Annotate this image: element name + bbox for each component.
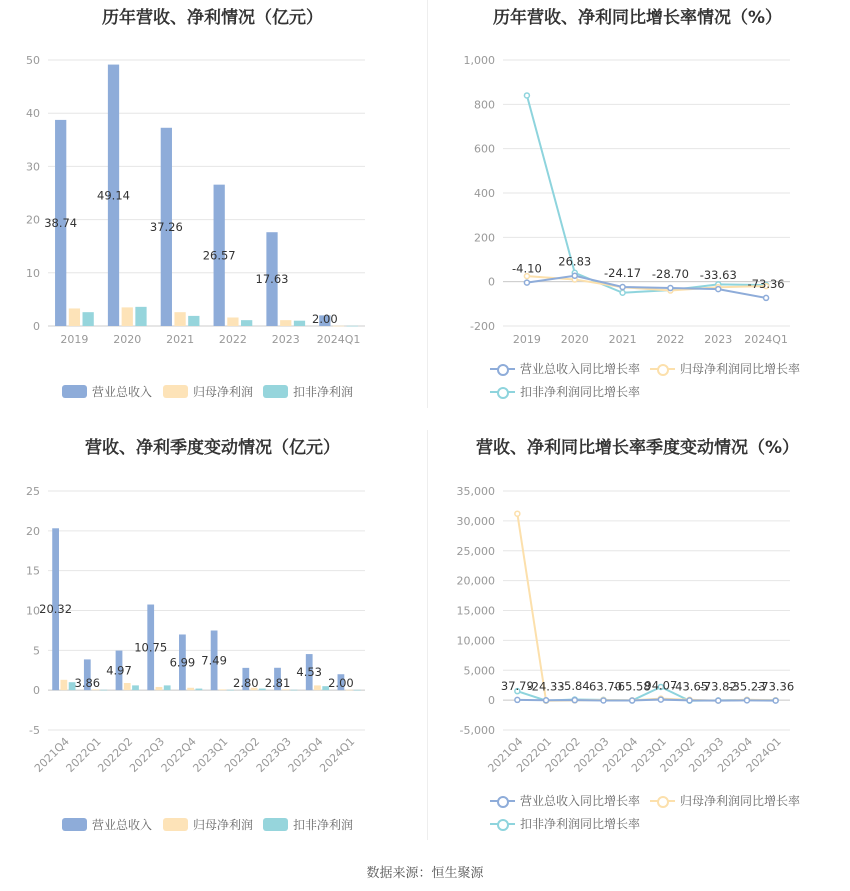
legend-swatch xyxy=(490,362,515,376)
chart-title: 营收、净利同比增长率季度变动情况（%） xyxy=(475,438,800,458)
bar xyxy=(354,690,361,691)
bar xyxy=(219,689,226,690)
legend-item-net-profit[interactable] xyxy=(163,816,253,833)
x-tick-label: 2022Q2 xyxy=(95,734,136,775)
legend-label: 营业总收入同比增长率 xyxy=(520,362,641,376)
data-label: 17.63 xyxy=(255,272,289,287)
quarterly-bar-chart xyxy=(0,425,425,855)
legend-label: 扣非净利润同比增长率 xyxy=(520,817,641,831)
x-tick-label: 2021 xyxy=(608,333,637,346)
data-label: 2.00 xyxy=(312,312,338,326)
y-tick-label: 200 xyxy=(474,231,495,245)
data-point xyxy=(515,511,520,516)
legend-label: 扣非净利润同比增长率 xyxy=(520,385,641,399)
data-label: 6.99 xyxy=(169,655,196,670)
bar xyxy=(122,307,133,326)
x-tick-label: 2023 xyxy=(704,333,733,346)
y-tick-label: 5 xyxy=(33,644,40,658)
x-tick-label: 2020 xyxy=(560,333,589,346)
bar xyxy=(100,690,107,691)
legend-swatch xyxy=(490,817,515,831)
y-tick-label: 0 xyxy=(33,684,40,698)
data-point xyxy=(601,698,606,703)
bar xyxy=(124,683,131,690)
y-tick-label: 30,000 xyxy=(456,514,495,528)
y-tick-label: 10 xyxy=(26,604,40,618)
legend-item-deducted-profit[interactable] xyxy=(263,816,353,833)
data-label: -43.65 xyxy=(671,679,709,694)
data-label: -5.84 xyxy=(559,679,590,694)
data-label: -73.36 xyxy=(747,276,785,291)
data-point xyxy=(716,698,721,703)
legend-item-revenue-growth[interactable] xyxy=(490,792,640,809)
data-point xyxy=(544,698,549,703)
bar xyxy=(347,326,358,327)
x-tick-label: 2023Q1 xyxy=(628,734,669,775)
y-tick-label: 35,000 xyxy=(456,485,495,498)
data-label: 26.83 xyxy=(558,254,592,269)
x-tick-label: 2021Q4 xyxy=(485,734,526,775)
legend-swatch xyxy=(650,362,675,376)
data-point xyxy=(744,698,749,703)
data-label: -28.70 xyxy=(651,267,689,282)
data-label: 37.79 xyxy=(500,678,534,693)
y-tick-label: 20 xyxy=(26,524,40,538)
x-tick-label: 2020 xyxy=(113,333,142,346)
data-label: 4.97 xyxy=(106,663,132,678)
x-tick-label: 2023Q4 xyxy=(715,734,756,775)
bar xyxy=(188,316,199,326)
data-point xyxy=(773,698,778,703)
bar xyxy=(294,321,305,326)
bar xyxy=(156,687,163,690)
bar xyxy=(291,690,298,691)
data-point xyxy=(572,273,577,278)
data-label: -4.10 xyxy=(512,261,542,276)
data-label: 26.57 xyxy=(202,248,236,263)
bar xyxy=(60,680,67,690)
legend-label: 归母净利润同比增长率 xyxy=(680,362,801,376)
data-label: 4.53 xyxy=(296,665,323,680)
y-tick-label: 0 xyxy=(488,275,495,289)
x-tick-label: 2023Q4 xyxy=(285,734,326,775)
y-tick-label: 50 xyxy=(26,54,40,67)
y-tick-label: 15 xyxy=(26,564,40,578)
series-line xyxy=(517,700,775,701)
y-tick-label: 25 xyxy=(26,485,40,498)
data-point xyxy=(524,280,529,285)
quarterly-growth-chart xyxy=(425,425,850,855)
data-label: 2.00 xyxy=(328,676,354,691)
bar xyxy=(164,685,171,690)
data-label: -35.23 xyxy=(728,679,766,694)
x-tick-label: 2019 xyxy=(60,333,89,346)
data-label: 38.74 xyxy=(44,215,78,230)
data-label: -73.36 xyxy=(757,679,795,694)
data-label: 49.14 xyxy=(97,188,130,203)
y-tick-label: 30 xyxy=(26,160,40,174)
data-point xyxy=(620,290,625,295)
data-point xyxy=(524,93,529,98)
x-tick-label: 2024Q1 xyxy=(317,734,358,775)
x-tick-label: 2022Q3 xyxy=(571,734,612,775)
legend-item-deducted-growth[interactable] xyxy=(490,815,640,832)
legend-item-net-profit-growth[interactable] xyxy=(650,792,800,809)
y-tick-label: 20,000 xyxy=(456,574,495,588)
x-tick-label: 2024Q1 xyxy=(316,333,361,346)
y-tick-label: -5,000 xyxy=(459,724,495,737)
legend-swatch xyxy=(650,794,675,808)
divider xyxy=(427,0,428,408)
chart-title: 历年营收、净利同比增长率情况（%） xyxy=(492,8,783,28)
y-tick-label: 0 xyxy=(488,694,495,708)
data-point xyxy=(658,697,663,702)
bar xyxy=(174,312,185,326)
y-tick-label: 25,000 xyxy=(456,544,495,558)
legend-item-revenue[interactable] xyxy=(62,816,152,833)
y-tick-label: 10,000 xyxy=(456,634,495,648)
data-label: -24.33 xyxy=(527,679,565,694)
panel-annual-revenue xyxy=(0,0,425,410)
data-point xyxy=(668,286,673,291)
data-point xyxy=(716,287,721,292)
y-tick-label: 400 xyxy=(474,187,495,200)
data-point xyxy=(515,697,520,702)
legend-label: 营业总收入同比增长率 xyxy=(520,794,641,808)
y-tick-label: 5,000 xyxy=(463,664,495,678)
bar xyxy=(69,308,80,326)
y-tick-label: -200 xyxy=(470,320,495,333)
x-tick-label: 2023Q1 xyxy=(190,734,231,775)
bar xyxy=(187,688,194,690)
y-tick-label: 15,000 xyxy=(456,604,495,618)
x-tick-label: 2022 xyxy=(218,333,247,346)
bar xyxy=(196,689,203,691)
x-tick-label: 2024Q1 xyxy=(744,333,788,346)
bar xyxy=(314,685,321,690)
legend-item-revenue[interactable] xyxy=(62,383,152,400)
y-tick-label: 20 xyxy=(26,213,40,227)
x-tick-label: 2022Q2 xyxy=(542,734,583,775)
data-label: 10.75 xyxy=(134,640,168,655)
panel-quarterly-growth xyxy=(425,425,850,855)
chart-title: 历年营收、净利情况（亿元） xyxy=(102,8,323,28)
chart-title: 营收、净利季度变动情况（亿元） xyxy=(85,438,340,458)
legend-label: 归母净利润同比增长率 xyxy=(680,794,801,808)
legend-swatch xyxy=(490,794,515,808)
legend-swatch xyxy=(163,818,188,831)
legend-swatch xyxy=(62,818,87,831)
legend-item-deducted-growth[interactable] xyxy=(490,383,640,400)
legend-label: 扣非净利润 xyxy=(293,818,354,832)
x-tick-label: 2022Q1 xyxy=(514,734,555,775)
x-tick-label: 2021Q4 xyxy=(31,734,72,775)
data-label: -33.63 xyxy=(699,268,737,283)
data-source: 数据来源：恒生聚源 xyxy=(366,866,484,881)
y-tick-label: 0 xyxy=(33,320,40,333)
bar xyxy=(227,317,238,326)
legend-swatch xyxy=(263,818,288,831)
legend-swatch xyxy=(490,385,515,399)
legend-label: 营业总收入 xyxy=(92,818,153,832)
data-point xyxy=(572,698,577,703)
panel-annual-growth xyxy=(425,0,850,410)
data-label: -63.70 xyxy=(584,679,622,694)
data-label: 94.07 xyxy=(644,678,678,693)
data-point xyxy=(630,698,635,703)
x-tick-label: 2023Q2 xyxy=(657,734,698,775)
y-tick-label: 40 xyxy=(26,107,40,121)
data-label: -65.58 xyxy=(613,679,651,694)
data-label: 2.80 xyxy=(233,676,259,691)
panel-quarterly-revenue xyxy=(0,425,425,855)
data-label: -24.17 xyxy=(604,266,642,281)
annual-growth-chart xyxy=(425,0,850,410)
legend-swatch xyxy=(62,385,87,398)
x-tick-label: 2022Q1 xyxy=(63,734,104,775)
y-tick-label: 1,000 xyxy=(463,54,495,67)
x-tick-label: 2019 xyxy=(512,333,541,346)
legend-label: 归母净利润 xyxy=(193,818,254,832)
legend-label: 营业总收入 xyxy=(92,385,153,399)
legend-swatch xyxy=(163,385,188,398)
x-tick-label: 2022Q4 xyxy=(600,734,641,775)
y-tick-label: 600 xyxy=(474,142,495,156)
data-point xyxy=(620,285,625,290)
x-tick-label: 2023Q3 xyxy=(686,734,727,775)
x-tick-label: 2022 xyxy=(656,333,685,346)
legend-swatch xyxy=(263,385,288,398)
annual-bar-chart xyxy=(0,0,425,410)
x-tick-label: 2024Q1 xyxy=(743,734,784,775)
data-label: -73.82 xyxy=(699,679,737,694)
bar xyxy=(280,320,291,326)
legend-item-net-profit[interactable] xyxy=(163,383,253,400)
legend-label: 归母净利润 xyxy=(193,385,254,399)
y-tick-label: 10 xyxy=(26,266,40,280)
x-tick-label: 2023Q2 xyxy=(222,734,263,775)
legend-item-net-profit-growth[interactable] xyxy=(650,360,800,377)
data-label: 20.32 xyxy=(39,602,73,617)
data-point xyxy=(764,295,769,300)
legend-item-revenue-growth[interactable] xyxy=(490,360,640,377)
y-tick-label: -5 xyxy=(29,724,40,737)
x-tick-label: 2023 xyxy=(271,333,300,346)
data-label: 7.49 xyxy=(201,653,227,668)
bar xyxy=(132,685,139,690)
series-line xyxy=(517,514,775,701)
x-tick-label: 2022Q4 xyxy=(158,734,199,775)
data-point xyxy=(687,698,692,703)
data-label: 3.86 xyxy=(74,676,101,691)
legend-label: 扣非净利润 xyxy=(293,385,354,399)
data-label: 2.81 xyxy=(264,676,291,691)
x-tick-label: 2022Q3 xyxy=(127,734,168,775)
bar xyxy=(135,307,146,326)
bar xyxy=(241,320,252,326)
x-tick-label: 2023Q3 xyxy=(253,734,294,775)
data-label: 37.26 xyxy=(149,219,183,234)
legend-item-deducted-profit[interactable] xyxy=(263,383,353,400)
y-tick-label: 800 xyxy=(474,98,495,112)
bar xyxy=(83,312,94,326)
x-tick-label: 2021 xyxy=(166,333,195,346)
